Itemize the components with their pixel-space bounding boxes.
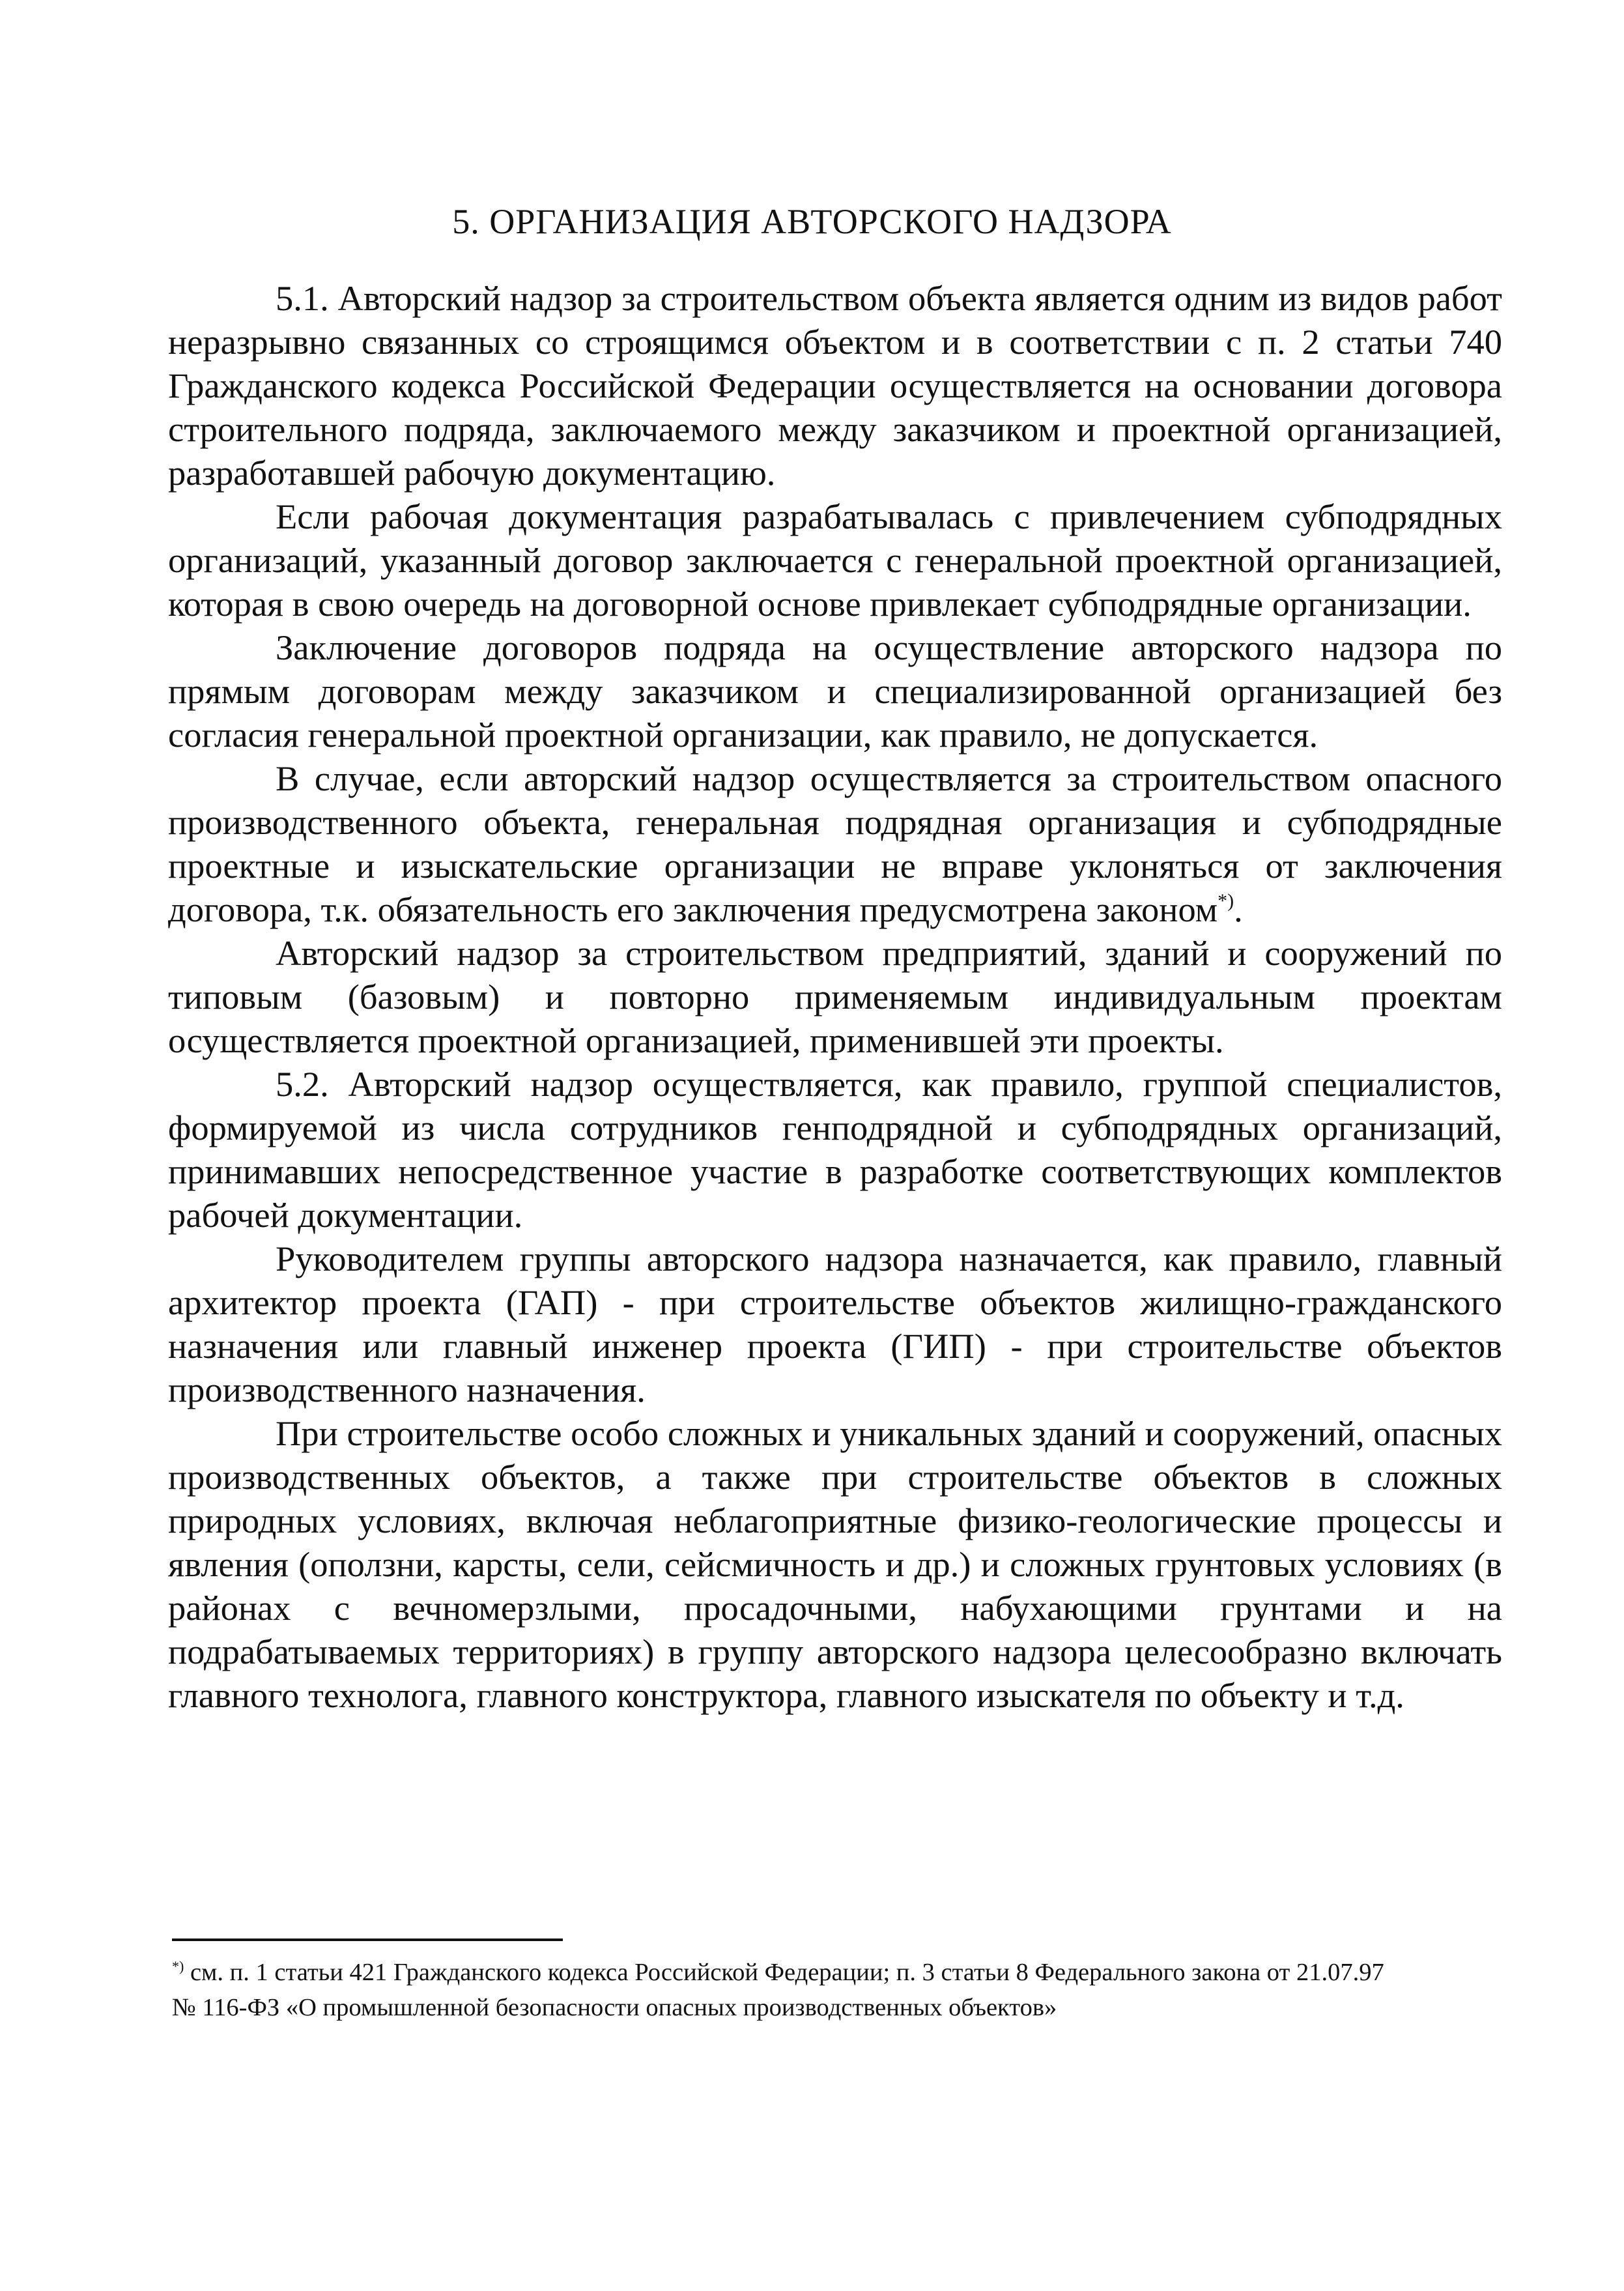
footnote-text-1: см. п. 1 статьи 421 Гражданского кодекса Российской Федерации; п. 3 статьи 8 Федерального закона от 21.07.97 xyxy=(190,1959,1384,1986)
paragraph-hazardous-end: . xyxy=(1234,889,1243,929)
paragraph-subcontractors: Если рабочая документация разрабатывалась с привлечением субподрядных организаций, указанный договор заключается с генеральной проектной организацией, которая в свою очередь на договорной основе привлекает субподрядные организации. xyxy=(168,497,1502,624)
paragraph-5-1: 5.1. Авторский надзор за строительством объекта является одним из видов работ неразрывно связанных со строящимся объектом и в соответствии с п. 2 статьи 740 Гражданского кодекса Российской Федерации осуществляется на основании договора строительного подряда, заключаемого между заказчиком и проектной организацией, разработавшей рабочую документацию. xyxy=(168,278,1502,493)
footnote-reference: *) xyxy=(1218,890,1234,912)
footnote-line-2: № 116-ФЗ «О промышленной безопасности опасных производственных объектов» xyxy=(172,1994,1057,2021)
paragraph-direct-contracts: Заключение договоров подряда на осуществление авторского надзора по прямым договорам между заказчиком и специализированной организацией без согласия генеральной проектной организации, как правило, не допускается. xyxy=(168,627,1502,755)
footnote-line-1 xyxy=(172,1955,1514,1990)
footnote xyxy=(172,1955,1514,2025)
section-body xyxy=(168,276,1502,1717)
paragraph-complex-objects: При строительстве особо сложных и уникальных зданий и сооружений, опасных производственных объектов, а также при строительстве объектов в сложных природных условиях, включая неблагоприятные физико-геологические процессы и явления (оползни, карсты, сели, сейсмичность и др.) и сложных грунтовых условиях (в районах с вечномерзлыми, просадочными, набухающими грунтами и на подрабатываемых территориях) в группу авторского надзора целесообразно включать главного технолога, главного конструктора, главного изыскателя по объекту и т.д. xyxy=(168,1413,1502,1715)
footnote-divider xyxy=(172,1938,563,1941)
paragraph-group-leader: Руководителем группы авторского надзора назначается, как правило, главный архитектор проекта (ГАП) - при строительстве объектов жилищно-гражданского назначения или главный инженер проекта (ГИП) - при строительстве объектов производственного назначения. xyxy=(168,1239,1502,1409)
paragraph-typical-projects: Авторский надзор за строительством предприятий, зданий и сооружений по типовым (базовым) и повторно применяемым индивидуальным проектам осуществляется проектной организацией, применившей эти проекты. xyxy=(168,933,1502,1060)
paragraph-5-2: 5.2. Авторский надзор осуществляется, как правило, группой специалистов, формируемой из числа сотрудников генподрядной и субподрядных организаций, принимавших непосредственное участие в разработке соответствующих комплектов рабочей документации. xyxy=(168,1064,1502,1235)
section-heading: 5. ОРГАНИЗАЦИЯ АВТОРСКОГО НАДЗОРА xyxy=(452,202,1172,241)
footnote-mark: *) xyxy=(172,1958,184,1974)
paragraph-hazardous-objects xyxy=(168,756,1502,931)
paragraph-hazardous-text: В случае, если авторский надзор осуществляется за строительством опасного производственного объекта, генеральная подрядная организация и субподрядные проектные и изыскательские организации не вправе уклоняться от заключения договора, т.к. обязательность его заключения предусмотрена законом xyxy=(168,758,1502,929)
